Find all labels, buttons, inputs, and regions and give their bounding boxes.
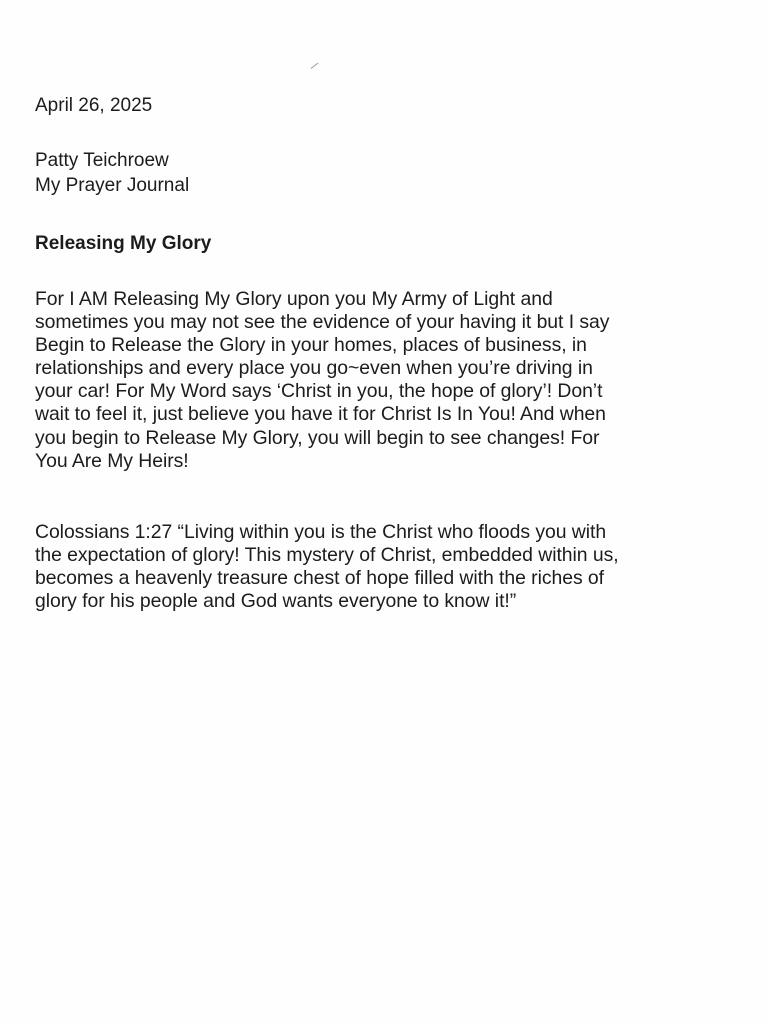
document-title: Releasing My Glory [35,233,212,254]
paragraph-line: Begin to Release the Glory in your homes, places of business, in [35,334,587,357]
paragraph-line: becomes a heavenly treasure chest of hope filled with the riches of [35,567,604,590]
paragraph-line: For I AM Releasing My Glory upon you My Army of Light and [35,288,553,310]
author-block [35,148,189,198]
paragraph-line: glory for his people and God wants everyone to know it!” [35,590,517,613]
paragraph-line: relationships and every place you go~even when you’re driving in [35,357,593,380]
scan-mark [311,63,319,69]
paragraph-line: you begin to Release My Glory, you will begin to see changes! For [35,426,600,449]
author-name: Patty Teichroew [35,150,169,171]
document-date: April 26, 2025 [35,95,153,116]
scripture-paragraph [35,521,755,613]
paragraph-line: the expectation of glory! This mystery of Christ, embedded within us, [35,544,619,567]
paragraph-line: your car! For My Word says ‘Christ in you, the hope of glory’! Don’t [35,380,603,403]
journal-name: My Prayer Journal [35,175,190,196]
paragraph-line: Colossians 1:27 “Living within you is the Christ who floods you with [35,521,607,543]
paragraph-line: sometimes you may not see the evidence of your having it but I say [35,311,610,334]
paragraph-line: You Are My Heirs! [35,449,189,472]
message-paragraph [35,288,755,473]
paragraph-line: wait to feel it, just believe you have it for Christ Is In You! And when [35,403,606,426]
